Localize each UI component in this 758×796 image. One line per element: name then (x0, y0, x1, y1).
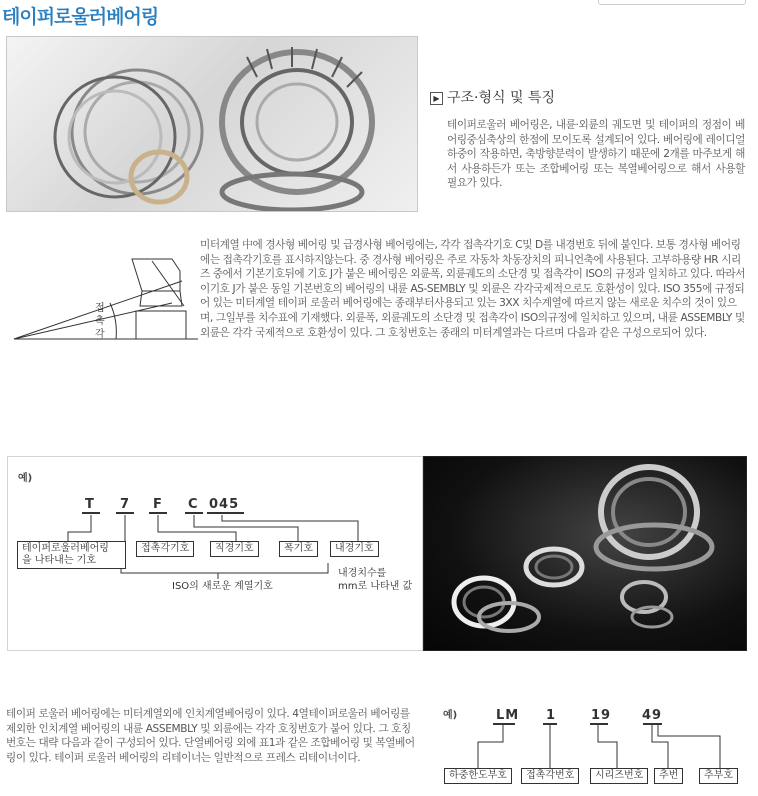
page-title: 테이퍼로울러베어링 (2, 6, 159, 28)
tapered-bearings-photo (423, 456, 747, 651)
top-tab-decoration (598, 0, 746, 5)
label-box: 접촉각번호 (521, 768, 579, 784)
bore-note: 내경치수를 mm로 나타낸 값 (338, 568, 413, 592)
label-box: 추번 (654, 768, 683, 784)
inch-series-text: 테이퍼 로울러 베어링에는 미터계열외에 인치계열베어링이 있다. 4열테이퍼로울러 베어링를 제외한 인치계열 베어링의 내륜 ASSEMBLY 및 외륜에는 각각 호칭번호가 붙어 있다. 그 호칭번호는 대략 다음과 같이 구성되어 있다. 단열베어링 외에 표1과 같은 조합베어링 및 복열베어링이 있다. 테이퍼 로울러 베어링의 리테이너는 일반적으로 프레스 리테이너이다. (6, 708, 415, 764)
label-box: 시리즈번호 (590, 768, 648, 784)
bullet-arrow-icon: ▶ (430, 92, 443, 105)
code-char: LM (496, 708, 520, 723)
code-char: C (188, 497, 199, 512)
label-box: 직경기호 (210, 541, 259, 557)
code-char: 045 (209, 497, 240, 512)
designation-example-box (7, 456, 423, 651)
angle-label: 접 (95, 303, 105, 314)
section-heading: ▶ 구조·형식 및 특징 (430, 87, 555, 107)
code-char: 1 (546, 708, 557, 723)
section-description: 테이퍼로울러 베어링은, 내륜·외륜의 궤도면 및 테이퍼의 정점이 베어링중심축상의 한점에 모이도록 설계되어 있다. 베어링에 레이디얼하중이 작용하면, 축방향분력이 발생하기 때문에 2개를 마주보게 해서 사용하든가 또는 조합베어링 또는 복열베어링으로 해서 사용할 필요가 있다. (447, 119, 745, 190)
code-char: 19 (591, 708, 612, 723)
code-char: F (153, 497, 163, 512)
iso-note: ISO의 새로운 계열기호 (172, 581, 273, 592)
bearing-photo (6, 36, 418, 212)
label-box: 내경기호 (330, 541, 379, 557)
metric-series-text: 미터계열 中에 경사형 베어링 및 급경사형 베어링에는, 각각 접촉각기호 C및 D를 내경번호 뒤에 붙인다. 보통 경사형 베어링에는 접촉각기호를 표시하지않는다. 중 경사형 베어링은 주로 자동차 차동장치의 피니언축에 사용된다. 고부하용량 HR 시리즈 중에서 기본기호뒤에 기호 J가 붙은 베어링은 외륜폭, 외륜궤도의 소단경 및 접촉각이 ISO의 규정과 일치하고 있다. 따라서 이기호 J가 붙은 동일 기본번호의 베어링의 내륜 AS-SEMBLY 및 외륜은 각각국제적으로도 호환성이 있다. ISO 355에 규정되어 있는 미터계열 테이퍼 로울러 베어링에는 종래부터사용되고 있는 3XX 치수계열에 따르지 않는 새로운 치수의 것이 있으며, 그일부를 치수표에 기재했다. 외륜폭, 외륜궤도의 소단경 및 접촉각이 ISO의규정에 일치하고 있으며, 내륜 ASSEMBLY 및 외륜은 각각 국제적으로 호환성이 있다. 그 호칭번호는 종래의 미터계열과는 다르며 다음과 같은 구성으로되어 있다. (200, 239, 746, 339)
svg-text:촉: 촉 (95, 316, 105, 327)
contact-angle-diagram (12, 251, 200, 351)
code-char: T (85, 497, 95, 512)
code-char: 7 (120, 497, 131, 512)
svg-text:각: 각 (95, 329, 105, 340)
code-char: 49 (642, 708, 663, 723)
example2-label: 예) (443, 710, 458, 721)
label-box: 테이퍼로울러베어링 을 나타내는 기호 (17, 541, 126, 569)
label-box: 접촉각기호 (136, 541, 194, 557)
label-box: 폭기호 (279, 541, 318, 557)
label-box: 하중한도부호 (444, 768, 512, 784)
label-box: 추부호 (699, 768, 738, 784)
example-label: 예) (18, 473, 33, 484)
